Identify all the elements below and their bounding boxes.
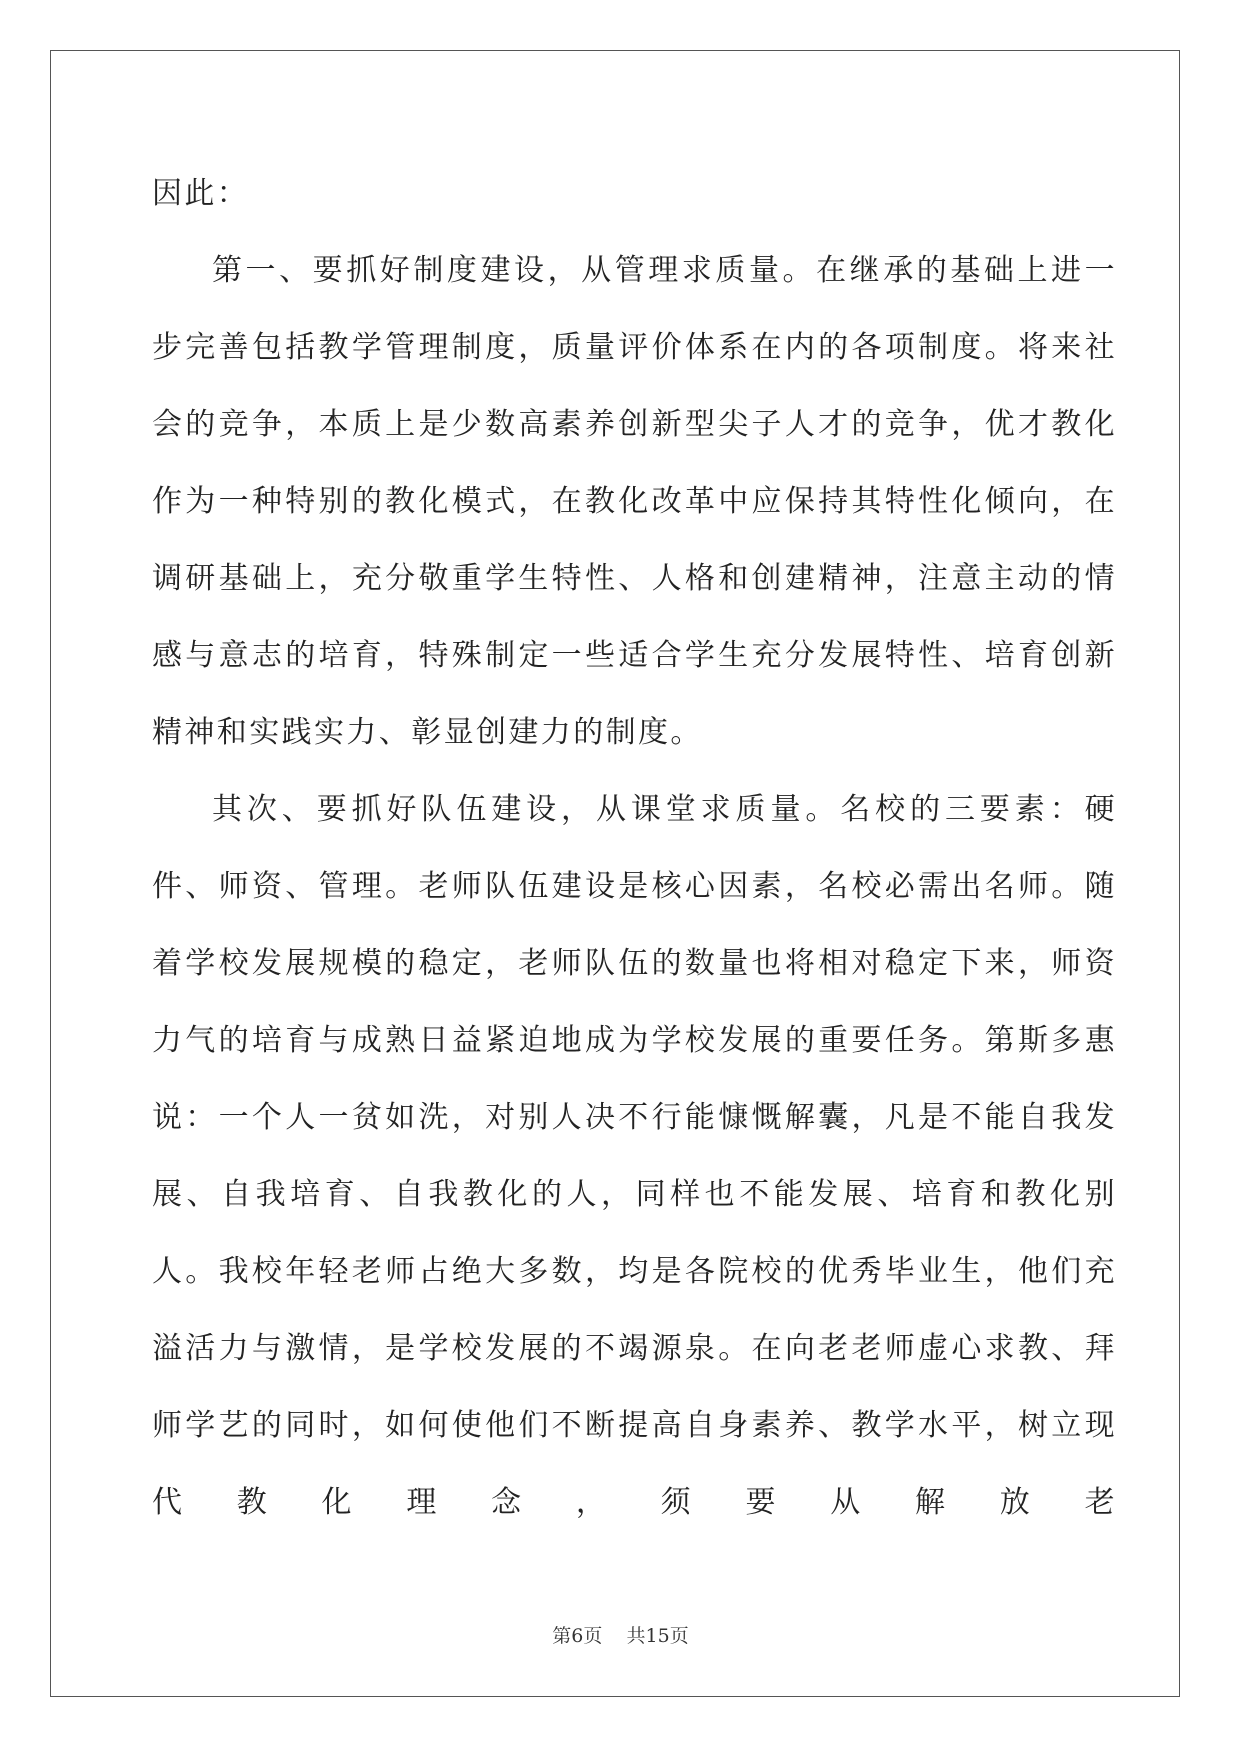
paragraph-intro: 因此： [152, 176, 250, 211]
page-total: 共15页 [626, 1625, 689, 1647]
page-number: 第6页 [552, 1625, 603, 1647]
page-footer [0, 1621, 1241, 1648]
body-text [152, 155, 1117, 1541]
footer-gap [602, 1625, 626, 1647]
paragraph-second-point: 其次、要抓好队伍建设，从课堂求质量。名校的三要素：硬件、师资、管理。老师队伍建设是核心因素，名校必需出名师。随着学校发展规模的稳定，老师队伍的数量也将相对稳定下来，师资力气的培育与成熟日益紧迫地成为学校发展的重要任务。第斯多惠说：一个人一贫如洗，对别人决不行能慷慨解囊，凡是不能自我发展、自我培育、自我教化的人，同样也不能发展、培育和教化别人。我校年轻老师占绝大多数，均是各院校的优秀毕业生，他们充溢活力与激情，是学校发展的不竭源泉。在向老老师虚心求教、拜师学艺的同时，如何使他们不断提高自身素养、教学水平，树立现代教化理念，须要从解放老 [152, 792, 1117, 1520]
paragraph-first-point: 第一、要抓好制度建设，从管理求质量。在继承的基础上进一步完善包括教学管理制度，质量评价体系在内的各项制度。将来社会的竞争，本质上是少数高素养创新型尖子人才的竞争，优才教化作为一种特别的教化模式，在教化改革中应保持其特性化倾向，在调研基础上，充分敬重学生特性、人格和创建精神，注意主动的情感与意志的培育，特殊制定一些适合学生充分发展特性、培育创新精神和实践实力、彰显创建力的制度。 [152, 253, 1117, 750]
